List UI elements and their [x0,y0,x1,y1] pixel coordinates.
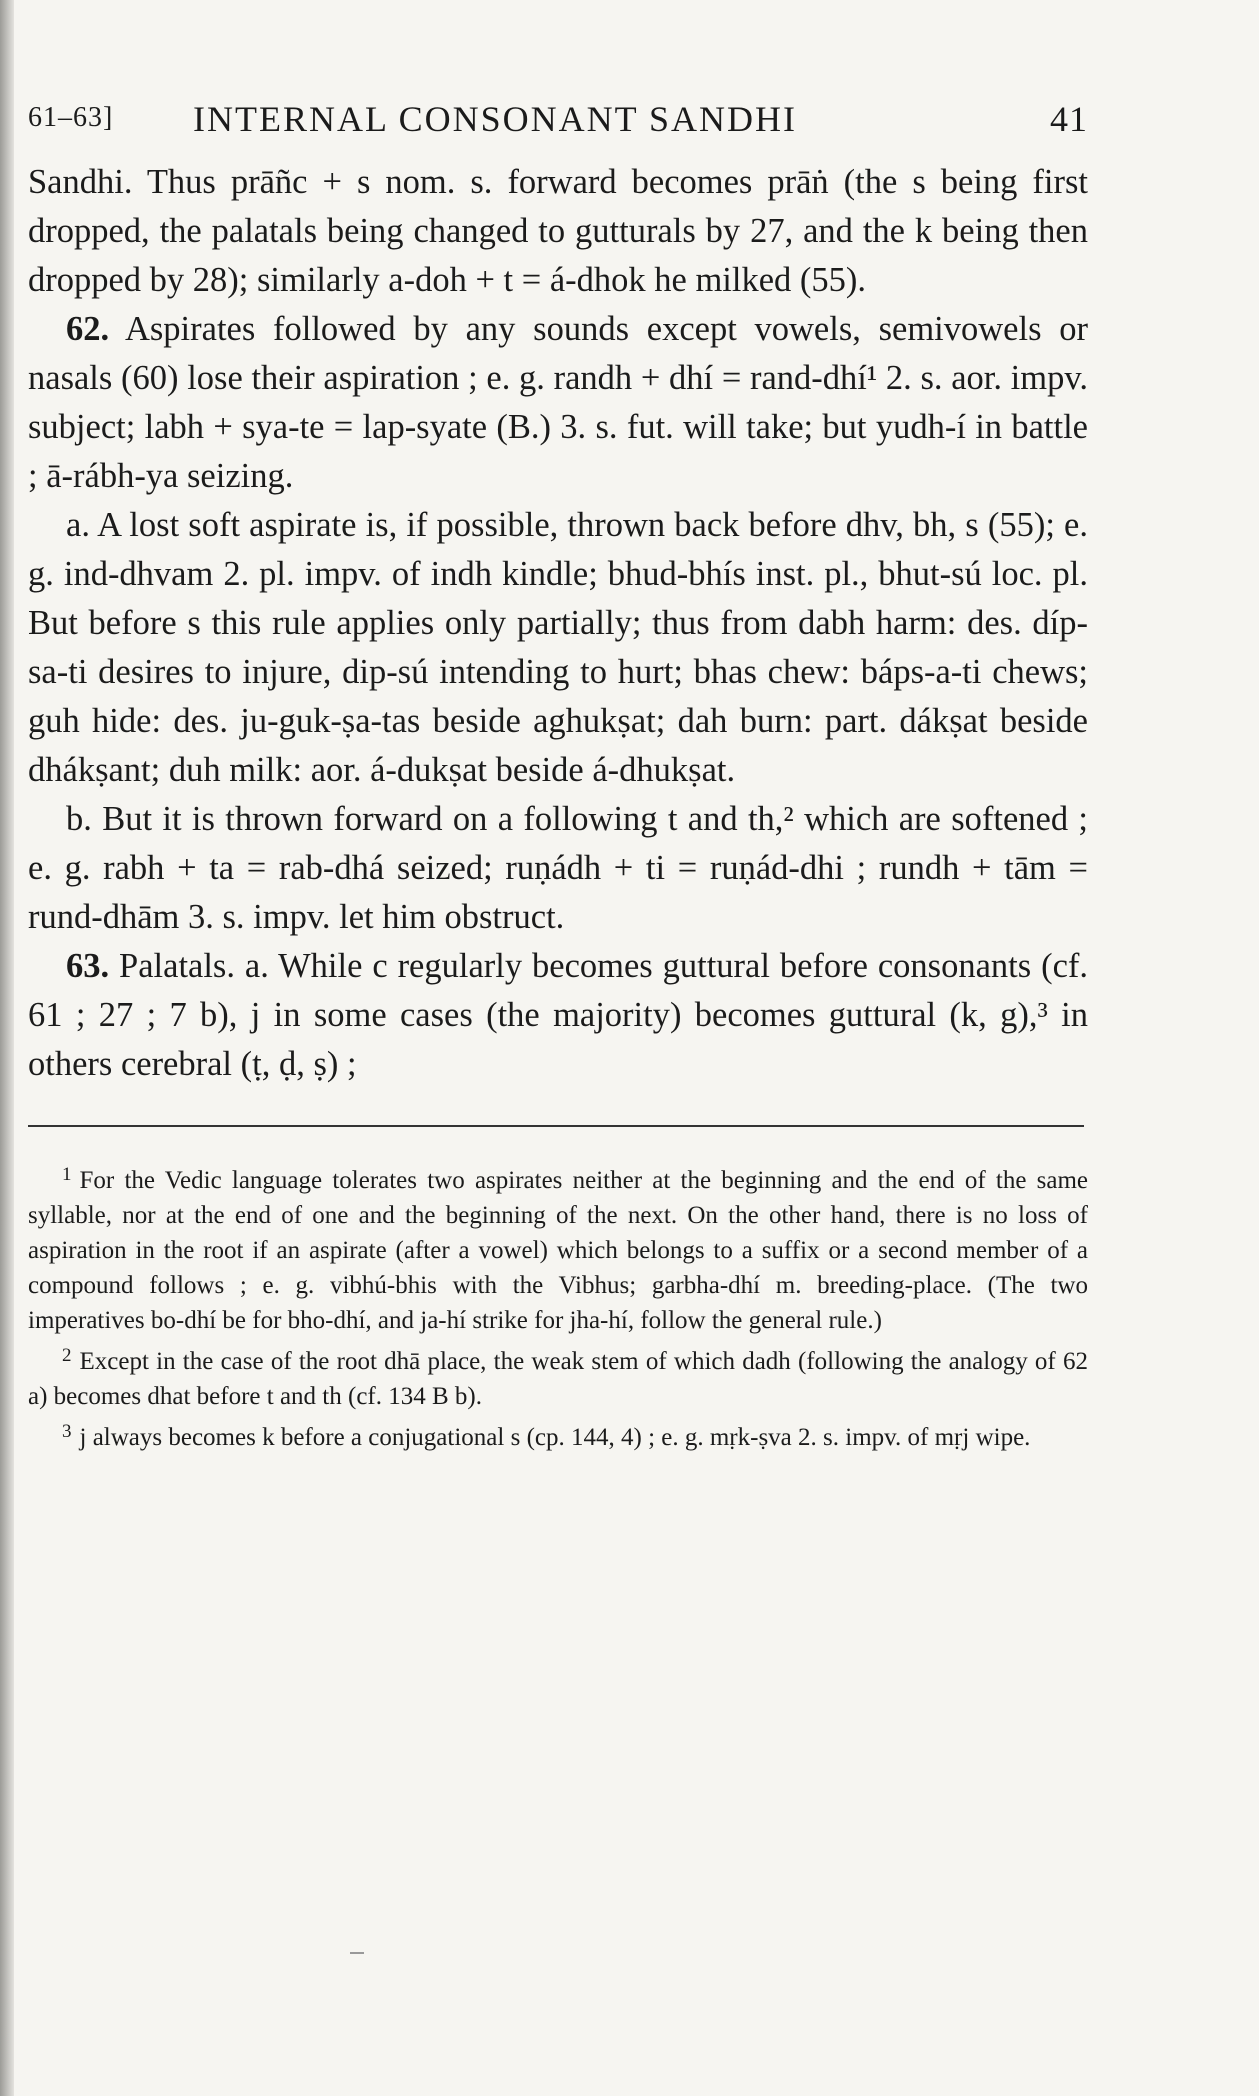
section-range: 61–63] [28,102,114,133]
footnote-number: 1 [62,1164,72,1185]
paragraph-62b [28,795,1088,942]
paragraph-text: b. But it is thrown forward on a following t and th,² which are softened ; e. g. rabh + ta = rab-dhá seized; ruṇádh + ti = ruṇád-dhi ; rundh + tām = rund-dhām 3. s. impv. let him obstruct. [28,800,1088,936]
paragraph-text: a. A lost soft aspirate is, if possible, thrown back before dhv, bh, s (55); e. g. ind-dhvam 2. pl. impv. of indh kindle; bhud-bhís inst. pl., bhut-sú loc. pl. But before s this rule applies only partially; thus from dabh harm: des. díp-sa-ti desires to injure, dip-sú intending to hurt; bhas chew: báps-a-ti chews; guh hide: des. ju-guk-ṣa-tas beside aghukṣat; dah burn: part. dákṣat beside dhákṣant; duh milk: aor. á-dukṣat beside á-dhukṣat. [28,506,1088,789]
page-number: 41 [1050,99,1088,139]
footnote-number: 2 [62,1345,72,1366]
paragraph-text: Palatals. a. While c regularly becomes guttural before consonants (cf. 61 ; 27 ; 7 b), j in some cases (the majority) becomes guttural (k, g),³ in others cerebral (ṭ, ḍ, ṣ) ; [28,947,1089,1083]
footnote-text: j always becomes k before a conjugational s (cp. 144, 4) ; e. g. mṛk-ṣva 2. s. impv. of mṛj wipe. [79,1424,1031,1451]
paragraph-text: Sandhi. Thus prāñc + s nom. s. forward becomes prāṅ (the s being first dropped, the palatals being changed to gutturals by 27, and the k being then dropped by 28); similarly a-doh + t = á-dhok he milked (55). [28,163,1088,299]
paragraph-text: Aspirates followed by any sounds except vowels, semivowels or nasals (60) lose their aspiration ; e. g. randh + dhí = rand-dhí¹ 2. s. aor. impv. subject; labh + sya-te = lap-syate (B.) 3. s. fut. will take; but yudh-í in battle ; ā-rábh-ya seizing. [28,310,1088,495]
paragraph-continuation [28,158,1088,305]
page-mark [350,1952,364,1954]
chapter-title: INTERNAL CONSONANT SANDHI [193,99,797,139]
paragraph-62 [28,305,1088,501]
page [28,90,1088,1455]
book-spine-shadow [0,0,14,2096]
footnote-divider [28,1125,1084,1127]
paragraph-63 [28,942,1088,1089]
section-number: 63. [66,947,110,985]
running-header [28,90,1088,150]
footnote-text: For the Vedic language tolerates two aspirates neither at the beginning and the end of the same syllable, nor at the end of one and the beginning of the next. On the other hand, there is no loss of aspiration in the root if an aspirate (after a vowel) which belongs to a suffix or a second member of a compound follows ; e. g. vibhú-bhis with the Vibhus; garbha-dhí m. breeding-place. (The two imperatives bo-dhí be for bho-dhí, and ja-hí strike for jha-hí, follow the general rule.) [28,1167,1088,1334]
section-number: 62. [66,310,110,348]
footnote-text: Except in the case of the root dhā place, the weak stem of which dadh (following the analogy of 62 a) becomes dhat before t and th (cf. 134 B b). [28,1348,1088,1410]
footnote-number: 3 [62,1421,72,1442]
footnote-3 [28,1414,1088,1455]
main-text [28,158,1088,1089]
footnote-2 [28,1338,1088,1414]
footnotes [28,1157,1088,1455]
paragraph-62a [28,501,1088,795]
footnote-1 [28,1157,1088,1338]
